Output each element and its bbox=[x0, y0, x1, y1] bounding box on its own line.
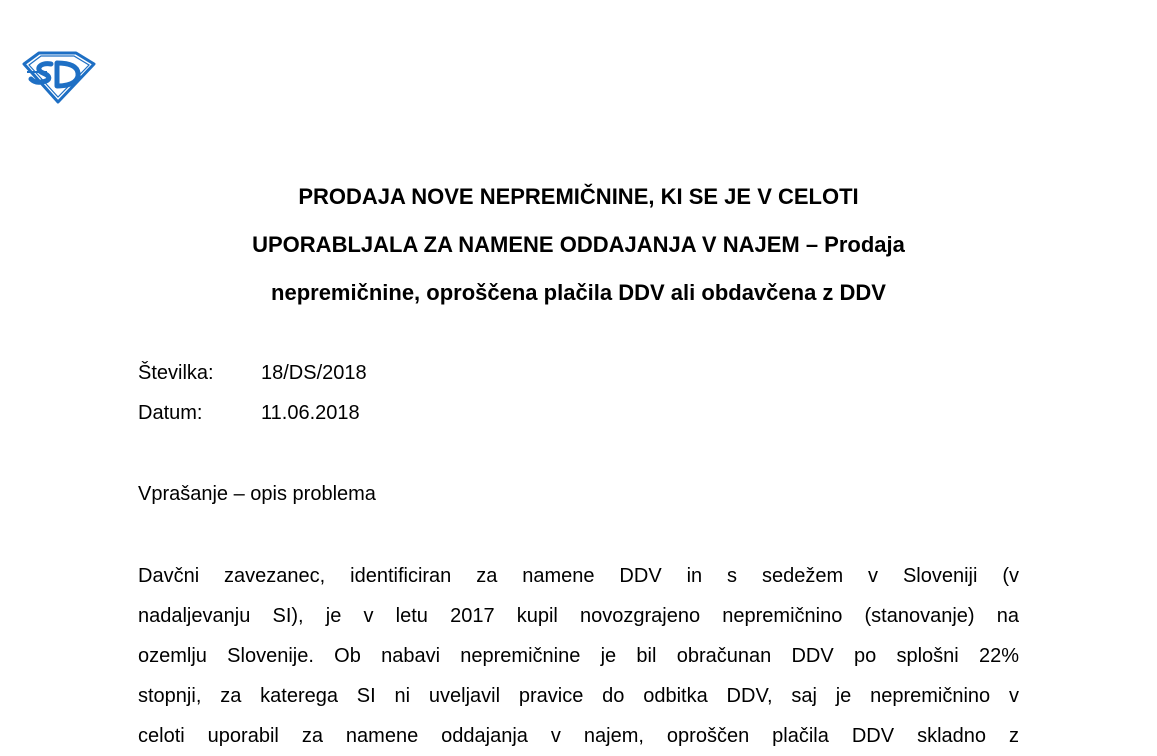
paragraph-line: stopnji, za katerega SI ni uveljavil pravice do odbitka DDV, saj je nepremičnino v bbox=[138, 685, 1019, 707]
date-label: Datum: bbox=[138, 402, 203, 424]
sd-logo-icon bbox=[21, 50, 96, 104]
body-paragraph bbox=[138, 556, 1019, 756]
paragraph-line: Davčni zavezanec, identificiran za namene DDV in s sedežem v Sloveniji (v bbox=[138, 565, 1019, 587]
number-label: Številka: bbox=[138, 362, 214, 384]
paragraph-line: nadaljevanju SI), je v letu 2017 kupil novozgrajeno nepremičnino (stanovanje) na bbox=[138, 605, 1019, 627]
title-line: nepremičnine, oproščena plačila DDV ali obdavčena z DDV bbox=[271, 280, 886, 305]
section-heading: Vprašanje – opis problema bbox=[138, 483, 376, 505]
title-line: PRODAJA NOVE NEPREMIČNINE, KI SE JE V CELOTI bbox=[298, 184, 859, 209]
number-row bbox=[138, 361, 367, 385]
paragraph-line: celoti uporabil za namene oddajanja v najem, oproščen plačila DDV skladno z bbox=[138, 725, 1019, 747]
paragraph-line: ozemlju Slovenije. Ob nabavi nepremičnine je bil obračunan DDV po splošni 22% bbox=[138, 645, 1019, 667]
date-row bbox=[138, 401, 360, 425]
date-value: 11.06.2018 bbox=[261, 402, 360, 424]
document-title bbox=[120, 173, 1037, 317]
title-line: UPORABLJALA ZA NAMENE ODDAJANJA V NAJEM – Prodaja bbox=[252, 232, 905, 257]
number-value: 18/DS/2018 bbox=[261, 362, 367, 384]
